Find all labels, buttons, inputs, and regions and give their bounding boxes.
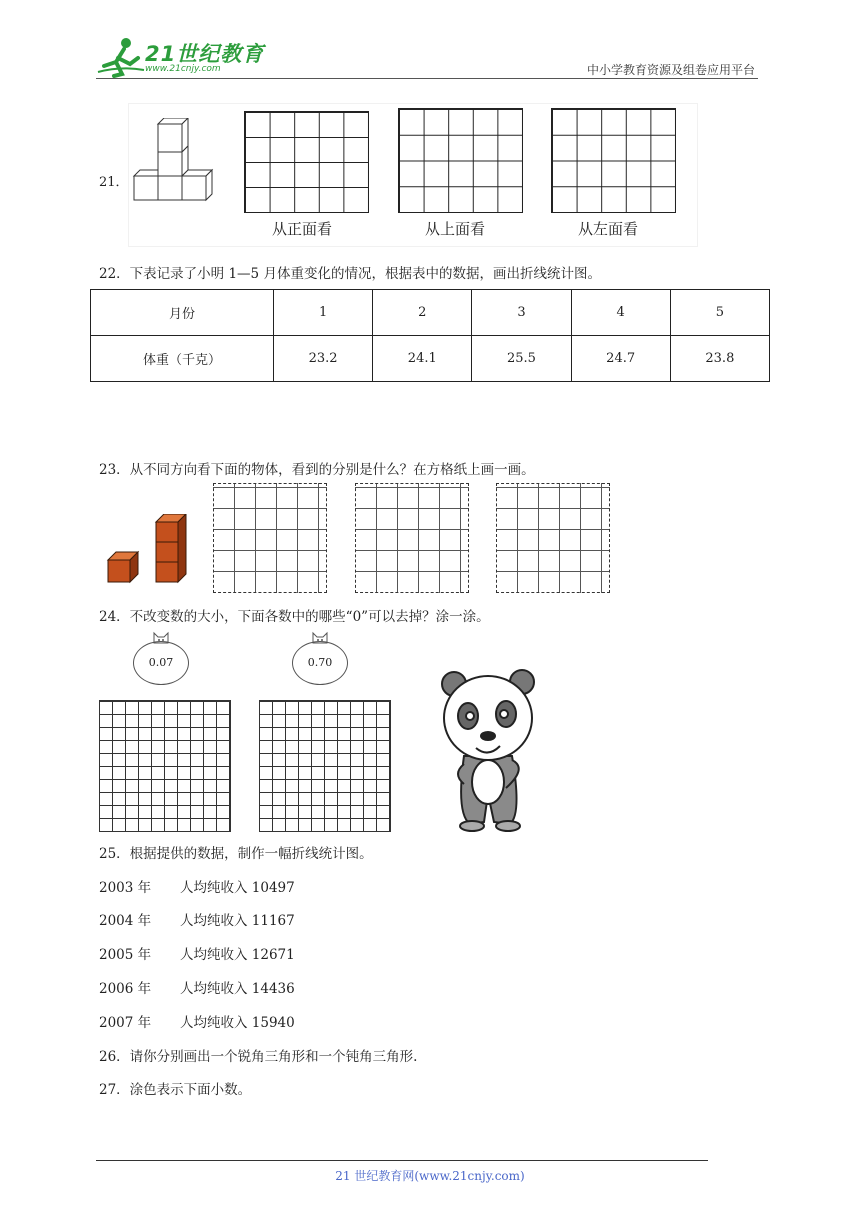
- q24-hundred-grid-2[interactable]: [259, 700, 391, 832]
- q23-question: 23．从不同方向看下面的物体，看到的分别是什么？在方格纸上画一画。: [99, 462, 535, 478]
- table-row: [91, 336, 770, 382]
- q24-bubble-2: 0.70: [292, 641, 348, 685]
- table-cell: 25.5: [472, 336, 571, 382]
- q25-year: 2007 年: [99, 1015, 152, 1031]
- q21-cube-stack: [130, 118, 214, 202]
- q25-income: 人均纯收入 11167: [180, 913, 295, 929]
- q23-grid-2[interactable]: [355, 483, 469, 593]
- table-cell: 3: [472, 290, 571, 336]
- q27-question: 27．涂色表示下面小数。: [99, 1082, 252, 1098]
- table-cell: 4: [571, 290, 670, 336]
- header-divider: [96, 78, 758, 79]
- q24-hundred-grid-1[interactable]: [99, 700, 231, 832]
- q23-grid-1[interactable]: [213, 483, 327, 593]
- q26-question: 26．请你分别画出一个锐角三角形和一个钝角三角形.: [99, 1049, 418, 1065]
- panda-illustration-icon: [436, 664, 540, 834]
- q25-year: 2003 年: [99, 880, 152, 896]
- q21-number: 21．: [99, 175, 129, 190]
- table-cell: 2: [373, 290, 472, 336]
- q21-front-view-label: 从正面看: [272, 220, 333, 238]
- q25-income: 人均纯收入 15940: [180, 1015, 295, 1031]
- q21-left-view-grid[interactable]: [551, 108, 676, 213]
- q25-income: 人均纯收入 14436: [180, 981, 295, 997]
- q25-year: 2006 年: [99, 981, 152, 997]
- table-cell: 24.1: [373, 336, 472, 382]
- q21-front-view-grid[interactable]: [244, 111, 369, 213]
- table-cell: 1: [274, 290, 373, 336]
- q22-question: 22．下表记录了小明 1—5 月体重变化的情况，根据表中的数据，画出折线统计图。: [99, 266, 601, 282]
- footer-divider: [96, 1160, 708, 1161]
- q23-grid-3[interactable]: [496, 483, 610, 593]
- table-cell: 24.7: [571, 336, 670, 382]
- table-row: [91, 290, 770, 336]
- table-cell: 23.2: [274, 336, 373, 382]
- logo-url: www.21cnjy.com: [145, 64, 221, 74]
- q21-top-view-label: 从上面看: [425, 220, 486, 238]
- q25-year: 2005 年: [99, 947, 152, 963]
- logo-text: 21世纪教育: [145, 42, 265, 66]
- row-header-month: 月份: [91, 290, 274, 336]
- q24-question: 24．不改变数的大小，下面各数中的哪些“0”可以去掉？涂一涂。: [99, 609, 490, 625]
- q25-income: 人均纯收入 10497: [180, 880, 295, 896]
- q25-question: 25．根据提供的数据，制作一幅折线统计图。: [99, 846, 373, 862]
- footer-link[interactable]: 21 世纪教育网(www.21cnjy.com): [335, 1169, 525, 1183]
- q24-bubble-1: 0.07: [133, 641, 189, 685]
- q23-orange-cubes: [104, 514, 188, 586]
- q21-top-view-grid[interactable]: [398, 108, 523, 213]
- row-header-weight: 体重（千克）: [91, 336, 274, 382]
- q25-income: 人均纯收入 12671: [180, 947, 295, 963]
- header-platform-text: 中小学教育资源及组卷应用平台: [586, 63, 755, 77]
- q21-left-view-label: 从左面看: [578, 220, 639, 238]
- q25-year: 2004 年: [99, 913, 152, 929]
- q22-weight-table: [90, 289, 770, 382]
- table-cell: 5: [670, 290, 769, 336]
- logo-runner-icon: [96, 36, 146, 78]
- table-cell: 23.8: [670, 336, 769, 382]
